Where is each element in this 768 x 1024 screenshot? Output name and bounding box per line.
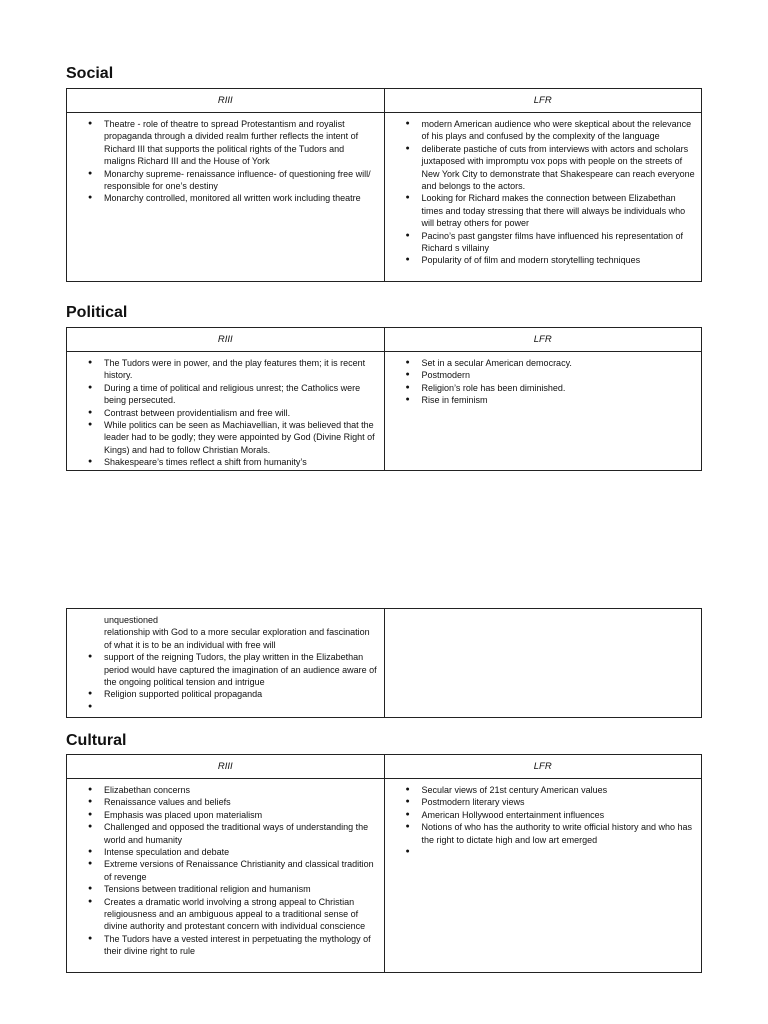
col-header-lfr: LFR: [384, 328, 702, 352]
cultural-riii-list: [67, 784, 384, 958]
bullet-item: ● Rise in feminism: [422, 394, 696, 406]
heading-political: Political: [66, 304, 128, 321]
political-riii-list-continued: [67, 651, 384, 713]
col-header-lfr: LFR: [384, 755, 702, 779]
bullet-item: ● Emphasis was placed upon materialism: [104, 809, 378, 821]
bullet-item: ● Challenged and opposed the traditional ways of understanding the world and humanity: [104, 821, 378, 846]
bullet-item: ● Pacino’s past gangster films have influenced his representation of Richard s villainy: [422, 230, 696, 255]
heading-social: Social: [66, 65, 114, 82]
continued-line: unquestioned: [104, 615, 159, 625]
bullet-item: ● While politics can be seen as Machiavellian, it was believed that the leader had to be godly; they were appointed by God (Divine Right of Kings) and had to follow Christian Morals.: [104, 419, 378, 456]
bullet-item: ● Religion’s role has been diminished.: [422, 382, 696, 394]
bullet-item: ● During a time of political and religious unrest; the Catholics were being persecuted.: [104, 382, 378, 407]
bullet-item: ● Set in a secular American democracy.: [422, 357, 696, 369]
table-cultural: [66, 754, 702, 973]
bullet-item: ● The Tudors were in power, and the play features them; it is recent history.: [104, 357, 378, 382]
political-lfr-list: [385, 357, 702, 407]
bullet-item: ● Secular views of 21st century American values: [422, 784, 696, 796]
social-lfr-cell: [384, 113, 702, 282]
bullet-item: ● Monarchy controlled, monitored all written work including theatre: [104, 192, 378, 204]
bullet-item: ● Postmodern: [422, 369, 696, 381]
bullet-item: [104, 701, 378, 713]
table-political: [66, 327, 702, 471]
table-social: [66, 88, 702, 282]
bullet-item: ● Theatre - role of theatre to spread Protestantism and royalist propaganda through a divided realm further reflects the intent of Richard III that supports the political rights of the Tudors and maligns Richard III and the House of York: [104, 118, 378, 168]
col-header-riii: RIII: [67, 89, 385, 113]
political-riii-cell: [67, 352, 385, 471]
bullet-item: ● Religion supported political propaganda: [104, 688, 378, 700]
cultural-riii-cell: [67, 779, 385, 973]
bullet-item: ● Extreme versions of Renaissance Christianity and classical tradition of revenge: [104, 858, 378, 883]
social-riii-list: [67, 118, 384, 205]
bullet-item: ● Creates a dramatic world involving a strong appeal to Christian religiousness and an ambiguous appeal to a traditional sense of divine authority and protestant concern with individual conscience: [104, 896, 378, 933]
col-header-riii: RIII: [67, 755, 385, 779]
cultural-lfr-cell: [384, 779, 702, 973]
bullet-item: ● Notions of who has the authority to write official history and who has the right to dictate high and low art emerged: [422, 821, 696, 846]
bullet-item: ● Contrast between providentialism and free will.: [104, 407, 378, 419]
heading-cultural: Cultural: [66, 732, 127, 749]
bullet-item: ● Monarchy supreme- renaissance influence- of questioning free will/ responsible for one’s destiny: [104, 168, 378, 193]
bullet-item: ● Postmodern literary views: [422, 796, 696, 808]
bullet-item: ● Shakespeare’s times reflect a shift from humanity’s: [104, 456, 378, 468]
bullet-item: ● support of the reigning Tudors, the play written in the Elizabethan period would have captured the imagination of an audience aware of the ongoing political tension and intrigue: [104, 651, 378, 688]
bullet-item: ● The Tudors have a vested interest in perpetuating the mythology of their divine right to rule: [104, 933, 378, 958]
bullet-item: ● Intense speculation and debate: [104, 846, 378, 858]
bullet-item: ● Tensions between traditional religion and humanism: [104, 883, 378, 895]
bullet-item: [422, 846, 696, 858]
political-riii-cell-continued: [67, 609, 385, 718]
continued-line: relationship with God to a more secular exploration and fascination of what it is to be an individual with free will: [104, 627, 370, 650]
social-riii-cell: [67, 113, 385, 282]
bullet-item: ● deliberate pastiche of cuts from interviews with actors and scholars juxtaposed with impromptu vox pops with people on the streets of New York City to demonstrate that Shakespeare can reach everyone and belongs to the actors.: [422, 143, 696, 193]
col-header-lfr: LFR: [384, 89, 702, 113]
social-lfr-list: [385, 118, 702, 267]
political-lfr-cell: [384, 352, 702, 471]
col-header-riii: RIII: [67, 328, 385, 352]
political-lfr-cell-continued: [384, 609, 702, 718]
bullet-item: ● Renaissance values and beliefs: [104, 796, 378, 808]
bullet-item: ● Popularity of of film and modern storytelling techniques: [422, 254, 696, 266]
political-riii-list: [67, 357, 384, 469]
bullet-item: ● Looking for Richard makes the connection between Elizabethan times and today stressing that there will always be individuals who will betray others for power: [422, 192, 696, 229]
bullet-item: ● modern American audience who were skeptical about the relevance of his plays and confused by the complexity of the language: [422, 118, 696, 143]
table-political-continued: [66, 608, 702, 718]
bullet-item: ● American Hollywood entertainment influences: [422, 809, 696, 821]
cultural-lfr-list: [385, 784, 702, 858]
bullet-item: ● Elizabethan concerns: [104, 784, 378, 796]
